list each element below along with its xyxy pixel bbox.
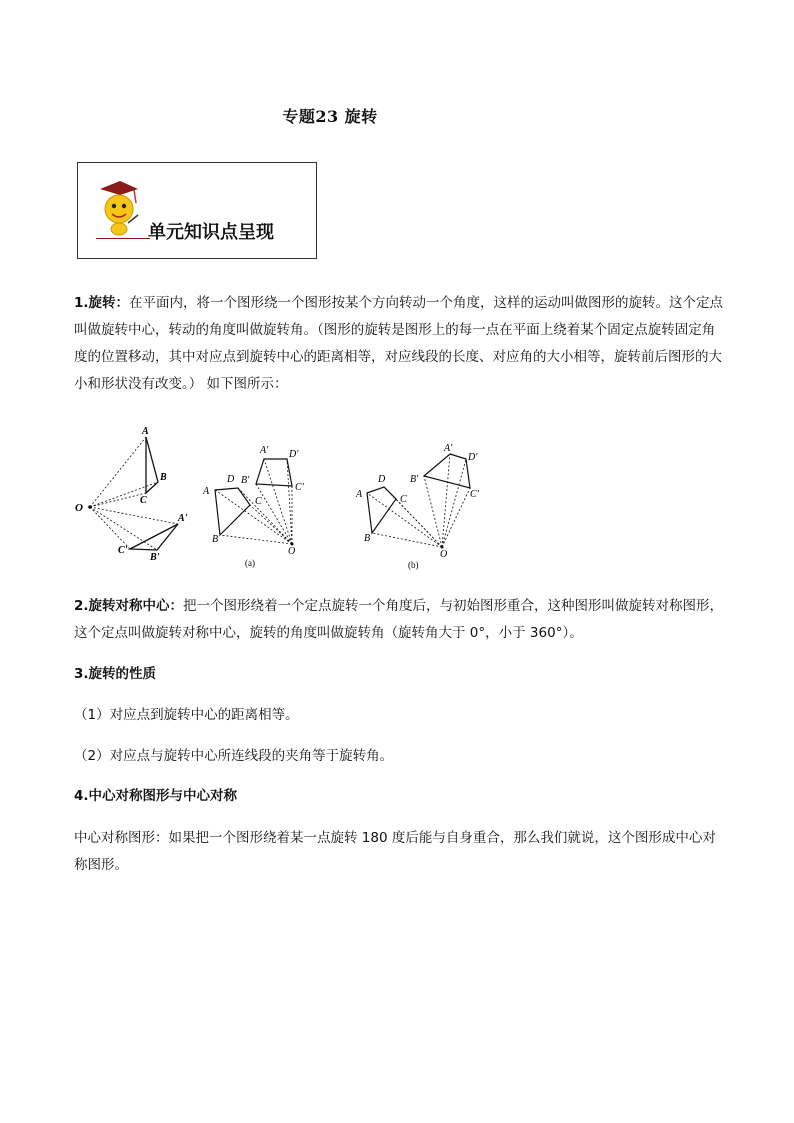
label-a-B2: B' — [241, 475, 250, 486]
label-left-A: A — [142, 426, 149, 437]
label-b-A2: A' — [444, 443, 453, 454]
page-title: 专题23 旋转 — [282, 107, 378, 126]
label-b-B2: B' — [410, 474, 419, 485]
section-1 — [74, 290, 724, 398]
banner-title: 单元知识点呈现 — [148, 222, 274, 243]
label-left-B2: B' — [150, 552, 160, 563]
section-3-heading: 3.旋转的性质 — [74, 666, 157, 682]
caption-b: (b) — [408, 560, 419, 570]
label-b-B: B — [364, 533, 371, 544]
label-left-O: O — [75, 502, 83, 514]
figure-b — [367, 454, 470, 547]
label-b-D: D — [378, 474, 386, 485]
section-2-text: 把一个图形绕着一个定点旋转一个角度后，与初始图形重合，这种图形叫做旋转对称图形，这个定点叫做旋转对称中心，旋转的角度叫做旋转角（旋转角大于 0°，小于 360°）。 — [74, 598, 724, 641]
label-a-D2: D' — [289, 449, 299, 460]
label-left-B: B — [160, 472, 167, 483]
label-left-C: C — [140, 495, 147, 506]
label-a-O: O — [288, 546, 296, 557]
section-4-heading: 4.中心对称图形与中心对称 — [74, 788, 238, 804]
figure-a — [215, 459, 292, 544]
section-2-label: 2.旋转对称中心： — [74, 598, 184, 614]
section-banner — [77, 162, 317, 259]
label-b-A: A — [356, 489, 363, 500]
label-a-D: D — [227, 474, 235, 485]
label-b-C2: C' — [470, 489, 479, 500]
label-left-C2: C' — [118, 545, 128, 556]
label-a-A2: A' — [260, 445, 269, 456]
label-a-C2: C' — [295, 482, 304, 493]
label-a-A: A — [203, 486, 210, 497]
section-3-item-2: （2）对应点与旋转中心所连线段的夹角等于旋转角。 — [74, 748, 394, 764]
section-3-item-1: （1）对应点到旋转中心的距离相等。 — [74, 707, 299, 723]
rotation-figure — [70, 420, 500, 578]
label-b-O: O — [440, 549, 448, 560]
graduation-mascot-icon — [94, 177, 142, 237]
label-a-B: B — [212, 534, 219, 545]
figure-left — [90, 437, 178, 550]
label-left-A2: A' — [178, 513, 188, 524]
label-b-C: C — [400, 494, 407, 505]
section-1-label: 1.旋转： — [74, 295, 130, 311]
caption-a: (a) — [245, 558, 255, 568]
section-4-text: 中心对称图形：如果把一个图形绕着某一点旋转 180 度后能与自身重合，那么我们就说，这个图形成中心对称图形。 — [74, 830, 716, 873]
banner-underline — [96, 238, 150, 239]
section-1-text: 在平面内，将一个图形绕一个图形按某个方向转动一个角度，这样的运动叫做图形的旋转。这个定点叫做旋转中心，转动的角度叫做旋转角。（图形的旋转是图形上的每一点在平面上绕着某个固定点旋转固定角度的位置移动，其中对应点到旋转中心的距离相等，对应线段的长度、对应角的大小相等，旋转前后图形的大小和形状没有改变。） 如下图所示： — [74, 295, 724, 392]
section-2 — [74, 593, 724, 647]
label-a-C: C — [255, 496, 262, 507]
label-b-D2: D' — [468, 452, 478, 463]
